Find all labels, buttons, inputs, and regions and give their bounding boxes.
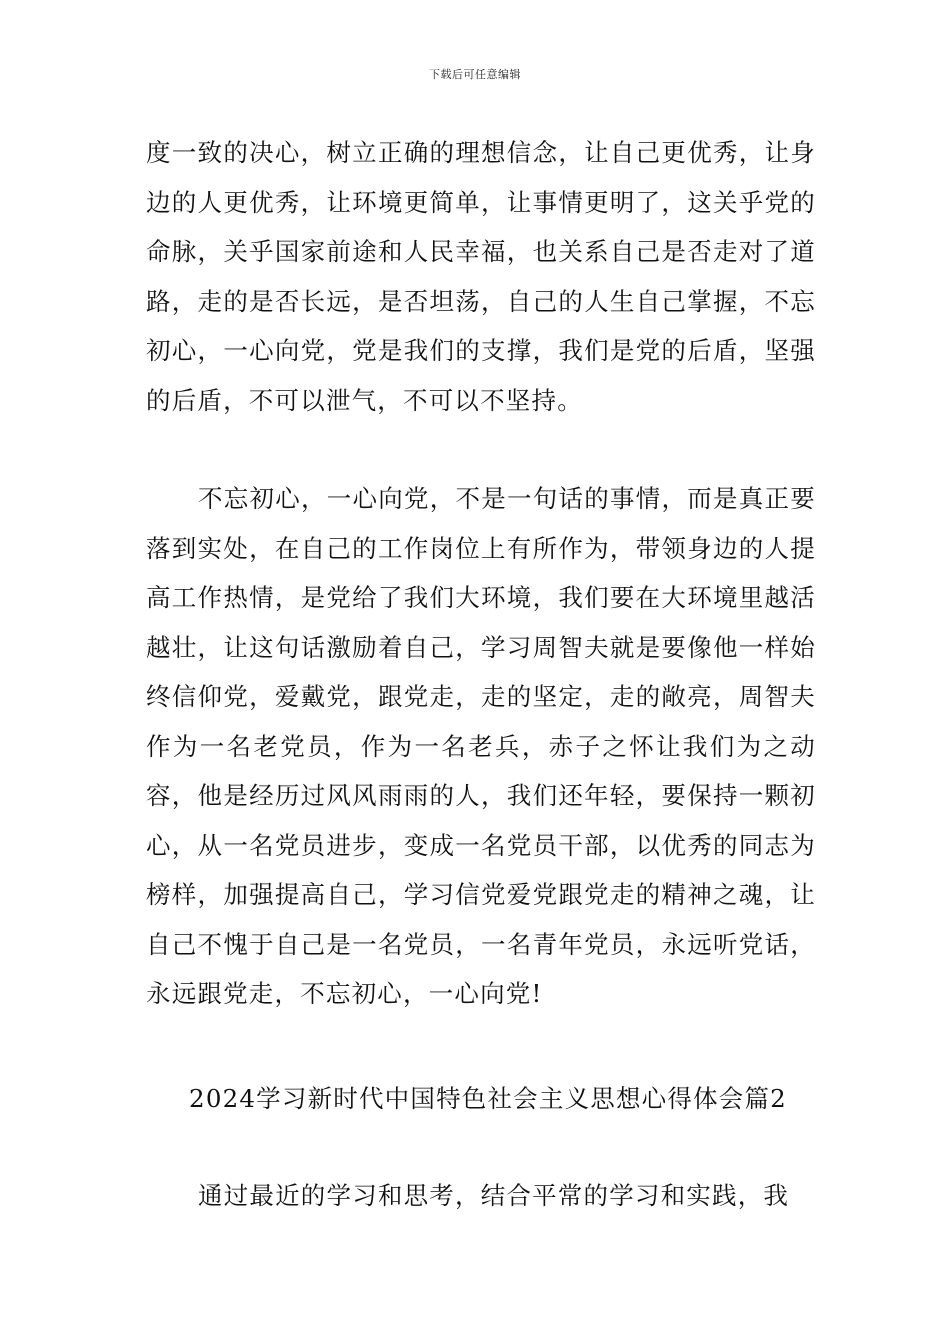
section-heading: 2024学习新时代中国特色社会主义思想心得体会篇2 [189, 1084, 787, 1113]
body-paragraph-3: 通过最近的学习和思考，结合平常的学习和实践，我 [198, 1181, 790, 1210]
body-paragraph-2: 不忘初心，一心向党，不是一句话的事情，而是真正要落到实处，在自己的工作岗位上有所作为，带领身边的人提高工作热情，是党给了我们大环境，我们要在大环境里越活越壮，让这句话激励着自己，学习周智夫就是要像他一样始终信仰党，爱戴党，跟党走，走的坚定，走的敞亮，周智夫作为一名老党员，作为一名老兵，赤子之怀让我们为之动容，他是经历过风风雨雨的人，我们还年轻，要保持一颗初心，从一名党员进步，变成一名党员干部，以优秀的同志为榜样，加强提高自己，学习信党爱党跟党走的精神之魂，让自己不愧于自己是一名党员，一名青年党员，永远听党话，永远跟党走，不忘初心，一心向党! [146, 484, 816, 1008]
page-header: 下载后可任意编辑 [429, 68, 521, 81]
body-paragraph-1: 度一致的决心，树立正确的理想信念，让自己更优秀，让身边的人更优秀，让环境更简单，让事情更明了，这关乎党的命脉，关乎国家前途和人民幸福，也关系自己是否走对了道路，走的是否长远，是否坦荡，自己的人生自己掌握，不忘初心，一心向党，党是我们的支撑，我们是党的后盾，坚强的后盾，不可以泄气，不可以不坚持。 [146, 138, 816, 415]
